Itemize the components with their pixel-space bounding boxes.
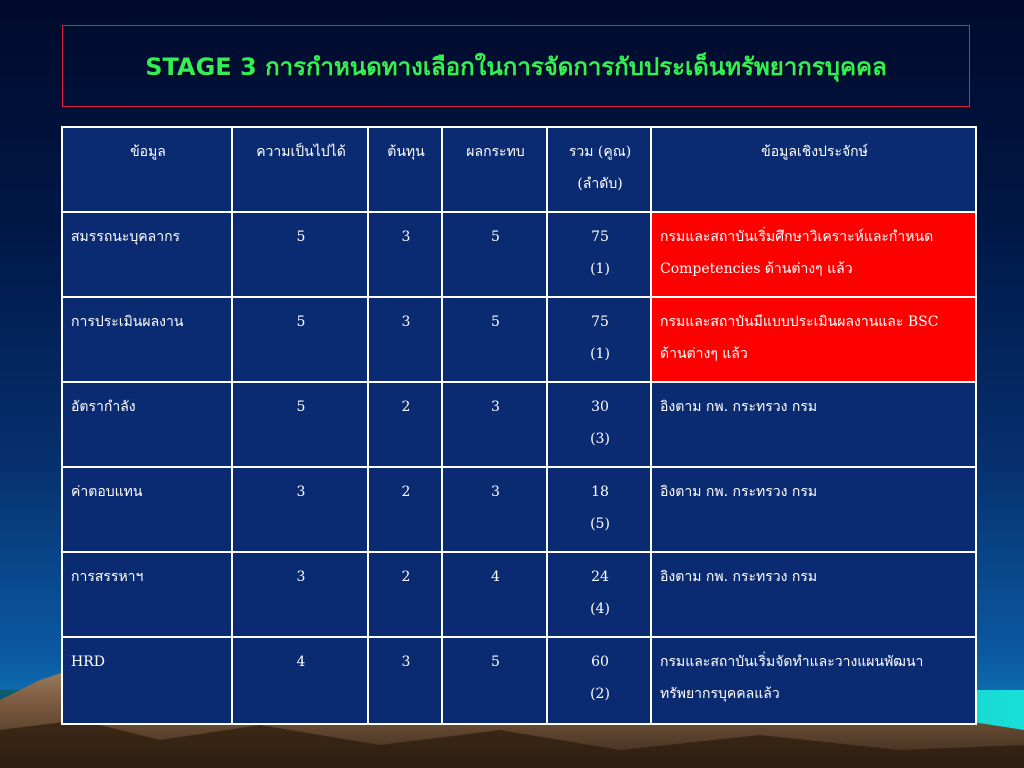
row-rank: (5)	[590, 516, 610, 532]
row-name: ค่าตอบแทน	[62, 467, 232, 552]
row-total	[547, 297, 651, 382]
row-rank: (4)	[590, 601, 610, 617]
row-cost: 3	[368, 212, 442, 297]
row-name: HRD	[62, 637, 232, 724]
row-evidence: อิงตาม กพ. กระทรวง กรม	[651, 382, 976, 467]
header-data: ข้อมูล	[62, 127, 232, 212]
header-cost: ต้นทุน	[368, 127, 442, 212]
table-row	[62, 297, 976, 382]
table-row	[62, 637, 976, 724]
table-row	[62, 467, 976, 552]
row-total	[547, 212, 651, 297]
row-impact: 5	[442, 297, 547, 382]
row-total	[547, 552, 651, 637]
row-name: อัตรากำลัง	[62, 382, 232, 467]
row-impact: 4	[442, 552, 547, 637]
row-total-value: 24	[591, 569, 609, 585]
row-feasibility: 4	[232, 637, 368, 724]
row-evidence: กรมและสถาบันเริ่มศึกษาวิเคราะห์และกำหนด Competencies ด้านต่างๆ แล้ว	[651, 212, 976, 297]
table-row	[62, 382, 976, 467]
row-name: การสรรหาฯ	[62, 552, 232, 637]
row-feasibility: 3	[232, 467, 368, 552]
row-name: การประเมินผลงาน	[62, 297, 232, 382]
row-rank: (1)	[590, 346, 610, 362]
row-evidence: กรมและสถาบันมีแบบประเมินผลงานและ BSC ด้านต่างๆ แล้ว	[651, 297, 976, 382]
row-impact: 5	[442, 637, 547, 724]
row-total	[547, 467, 651, 552]
header-rank-label: (ลำดับ)	[577, 176, 623, 192]
row-impact: 5	[442, 212, 547, 297]
row-feasibility: 3	[232, 552, 368, 637]
table-row	[62, 552, 976, 637]
row-cost: 2	[368, 552, 442, 637]
row-impact: 3	[442, 467, 547, 552]
row-cost: 2	[368, 467, 442, 552]
row-feasibility: 5	[232, 297, 368, 382]
slide-title: STAGE 3 การกำหนดทางเลือกในการจัดการกับประเด็นทรัพยากรบุคคล	[62, 25, 970, 107]
decision-table	[61, 126, 977, 725]
header-row	[62, 127, 976, 212]
row-evidence: อิงตาม กพ. กระทรวง กรม	[651, 552, 976, 637]
row-evidence: อิงตาม กพ. กระทรวง กรม	[651, 467, 976, 552]
header-total	[547, 127, 651, 212]
table-row	[62, 212, 976, 297]
header-impact: ผลกระทบ	[442, 127, 547, 212]
row-total-value: 75	[591, 314, 609, 330]
row-impact: 3	[442, 382, 547, 467]
row-total-value: 30	[591, 399, 609, 415]
row-cost: 2	[368, 382, 442, 467]
row-rank: (1)	[590, 261, 610, 277]
row-feasibility: 5	[232, 382, 368, 467]
header-feasibility: ความเป็นไปได้	[232, 127, 368, 212]
row-total	[547, 637, 651, 724]
row-total	[547, 382, 651, 467]
header-total-label: รวม (คูณ)	[568, 144, 632, 160]
row-evidence: กรมและสถาบันเริ่มจัดทำและวางแผนพัฒนาทรัพยากรบุคคลแล้ว	[651, 637, 976, 724]
row-rank: (2)	[590, 686, 610, 702]
row-total-value: 18	[591, 484, 609, 500]
row-total-value: 75	[591, 229, 609, 245]
row-cost: 3	[368, 637, 442, 724]
row-rank: (3)	[590, 431, 610, 447]
row-cost: 3	[368, 297, 442, 382]
header-evidence: ข้อมูลเชิงประจักษ์	[651, 127, 976, 212]
row-feasibility: 5	[232, 212, 368, 297]
row-name: สมรรถนะบุคลากร	[62, 212, 232, 297]
row-total-value: 60	[591, 654, 609, 670]
